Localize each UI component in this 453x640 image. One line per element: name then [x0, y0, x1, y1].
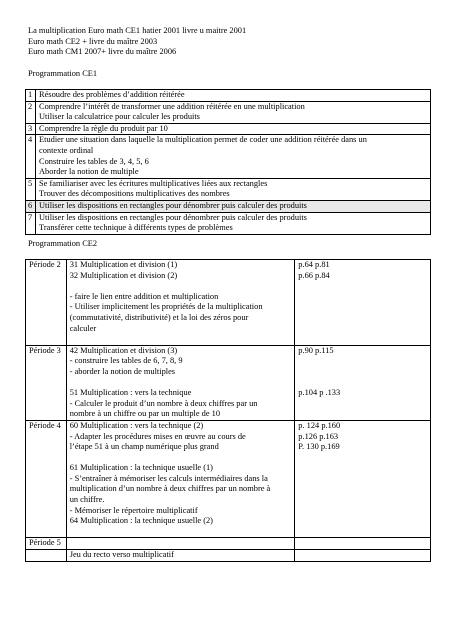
period-content-line: - construire les tables de 6, 7, 8, 9 — [69, 356, 183, 366]
ce1-row-text — [36, 101, 431, 123]
period-content-line: - S’entraîner à mémoriser les calculs intermédiaires dans la — [69, 473, 268, 483]
ce1-row-number: 4 — [26, 135, 36, 178]
ce2-period-row — [26, 550, 431, 562]
period-content — [66, 345, 295, 420]
ce1-row — [26, 200, 431, 212]
period-content-line: 64 Multiplication : la technique usuelle (2) — [69, 516, 213, 526]
period-content — [66, 550, 295, 562]
period-content-line: - Adapter les procédures mises en œuvre au cours de — [69, 431, 246, 441]
ce1-row — [26, 101, 431, 123]
ce2-title: Programmation CE2 — [28, 239, 98, 248]
period-pages — [295, 550, 431, 562]
ce1-row-number: 6 — [26, 200, 36, 212]
period-content-line: - Calculer le produit d’un nombre à deux chiffres par un — [69, 398, 258, 408]
period-label: Période 4 — [26, 420, 67, 538]
ce1-row-line: Aborder la notion de multiple — [39, 167, 139, 177]
period-content-line: 60 Multiplication : vers la technique (2) — [69, 420, 204, 430]
period-content-line — [70, 538, 292, 549]
ce1-row-text — [36, 212, 431, 234]
ce1-row — [26, 212, 431, 234]
period-content-line — [70, 378, 292, 389]
period-page-ref — [298, 550, 427, 561]
ce1-row-line: Utiliser les dispositions en rectangles pour dénombrer puis calculer des produits — [39, 200, 307, 210]
header-line-3: Euro math CM1 2007+ livre du maître 2006 — [28, 47, 177, 57]
ce1-title: Programmation CE1 — [28, 69, 98, 78]
ce1-row-line: Trouver des décompositions multiplicatives des nombres — [39, 189, 230, 199]
period-content-line: 42 Multiplication et division (3) — [69, 345, 178, 355]
ce1-row-number: 7 — [26, 212, 36, 234]
ce1-row-line: Comprendre l’intérêt de transformer une addition réitérée en une multiplication — [39, 101, 305, 111]
ce1-row-line: Se familiariser avec les écritures multiplicatives liées aux rectangles — [39, 178, 268, 188]
period-page-ref: p.104 p .133 — [298, 388, 341, 398]
ce1-row-number: 3 — [26, 123, 36, 135]
ce2-period-row — [26, 420, 431, 538]
ce1-row-text — [36, 178, 431, 200]
ce1-row-line: Utiliser les dispositions en rectangles pour dénombrer puis calculer des produits — [39, 212, 307, 222]
period-content-line — [70, 334, 292, 345]
period-label: Période 5 — [26, 538, 67, 550]
period-page-ref: P. 130 p.169 — [298, 442, 340, 452]
period-page-ref — [298, 378, 427, 389]
ce1-row-line: Utiliser la calculatrice pour calculer les produits — [39, 112, 200, 122]
ce2-period-row — [26, 345, 431, 420]
ce1-row-text — [36, 200, 431, 212]
ce1-row-line: Résoudre des problèmes d’addition réitérée — [39, 90, 185, 99]
ce1-row-text — [36, 123, 431, 135]
period-page-ref: p.64 p.81 — [298, 260, 330, 269]
ce1-row-line: contexte ordinal — [39, 145, 94, 155]
period-page-ref — [298, 356, 427, 367]
period-content-line: calculer — [69, 323, 97, 333]
period-pages — [295, 260, 431, 346]
period-page-ref: p.90 p.115 — [298, 345, 334, 355]
period-content-line: l’étape 51 à un champ numérique plus grand — [69, 442, 219, 452]
ce1-row — [26, 90, 431, 102]
ce1-row — [26, 135, 431, 178]
period-content — [66, 538, 295, 550]
period-content-line: nombre à un chiffre ou par un multiple de 10 — [69, 409, 221, 419]
period-content-line: Jeu du recto verso multiplicatif — [69, 550, 174, 560]
period-content-line: 61 Multiplication : la technique usuelle (1) — [69, 463, 213, 473]
period-content — [66, 420, 295, 538]
ce1-row-text — [36, 135, 431, 178]
period-page-ref: p.66 p.84 — [298, 270, 330, 280]
period-page-ref: p. 124 p.160 — [298, 420, 341, 430]
period-pages — [295, 420, 431, 538]
ce1-table — [25, 89, 431, 235]
period-content-line: - faire le lien entre addition et multiplication — [69, 291, 219, 301]
period-content-line: 31 Multiplication et division (1) — [69, 260, 178, 269]
period-label: Période 2 — [26, 260, 67, 346]
ce1-row-line: Etudier une situation dans laquelle la multiplication permet de coder une addition réitérée dans un — [39, 135, 367, 145]
ce1-row — [26, 123, 431, 135]
period-page-ref — [298, 538, 427, 549]
ce1-row-line: Transférer cette technique à différents types de problèmes — [39, 223, 233, 233]
period-content-line: (commutativité, distributivité) et la loi des zéros pour — [69, 312, 249, 322]
ce1-row-number: 5 — [26, 178, 36, 200]
ce2-period-row — [26, 538, 431, 550]
period-content-line: un chiffre. — [69, 495, 105, 505]
period-content — [66, 260, 295, 346]
period-page-ref — [298, 367, 427, 378]
period-content-line: multiplication d’un nombre à deux chiffres par un nombre à — [69, 484, 271, 494]
ce1-row-number: 1 — [26, 90, 36, 102]
period-content-line — [70, 453, 292, 464]
header-line-1: La multiplication Euro math CE1 hatier 2001 livre u maitre 2001 — [28, 26, 247, 35]
ce1-row-text — [36, 90, 431, 102]
header-line-2: Euro math CE2 + livre du maître 2003 — [28, 36, 158, 46]
period-label — [26, 550, 67, 562]
period-content-line: - Mémoriser le répertoire multiplicatif — [69, 505, 198, 515]
period-content-line — [70, 527, 292, 538]
period-label: Période 3 — [26, 345, 67, 420]
ce1-row-number: 2 — [26, 101, 36, 123]
period-content-line: - aborder la notion de multiples — [69, 366, 176, 376]
period-pages — [295, 538, 431, 550]
period-pages — [295, 345, 431, 420]
ce1-row-line: Construire les tables de 3, 4, 5, 6 — [39, 156, 149, 166]
ce1-row-line: Comprendre la règle du produit par 10 — [39, 123, 168, 133]
period-content-line: - Utiliser implicitement les propriétés de la multiplication — [69, 302, 263, 312]
ce2-table — [25, 259, 431, 562]
ce1-row — [26, 178, 431, 200]
period-content-line — [70, 281, 292, 292]
period-content-line: 32 Multiplication et division (2) — [69, 270, 178, 280]
ce2-period-row — [26, 260, 431, 346]
document-header — [28, 26, 438, 58]
period-content-line: 51 Multiplication : vers la technique — [69, 388, 192, 398]
period-page-ref: p.126 p.163 — [298, 431, 339, 441]
